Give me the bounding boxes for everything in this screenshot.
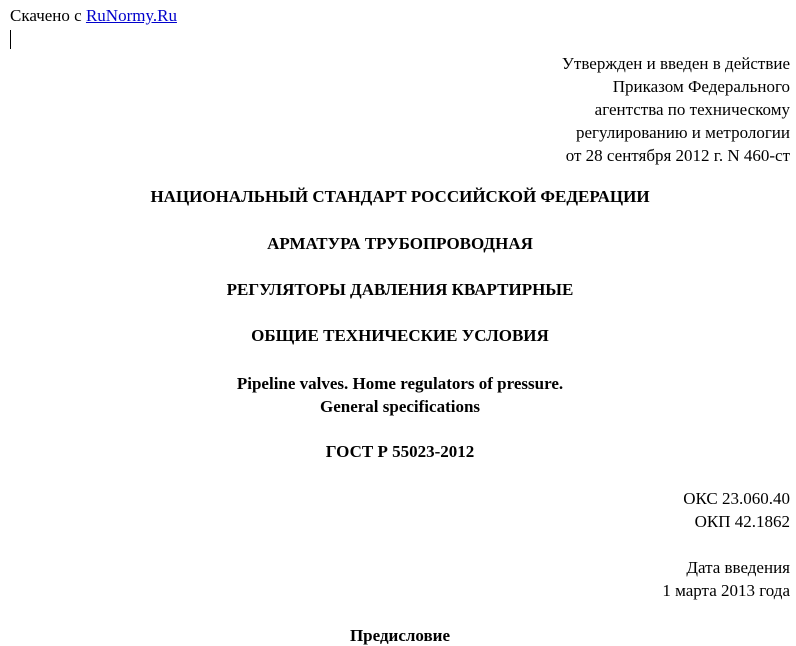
conditions-heading: ОБЩИЕ ТЕХНИЧЕСКИЕ УСЛОВИЯ — [251, 326, 549, 345]
download-source-line — [10, 6, 177, 26]
approval-line: Приказом Федерального — [612, 77, 790, 96]
approval-line: регулированию и метрологии — [575, 123, 790, 142]
approval-line: от 28 сентября 2012 г. N 460-ст — [565, 146, 790, 165]
text-cursor — [10, 30, 11, 49]
introduction-date-block — [662, 556, 790, 602]
approval-line: агентства по техническому — [594, 100, 790, 119]
english-title-line: Pipeline valves. Home regulators of pressure. — [236, 374, 564, 393]
subtitle-heading: РЕГУЛЯТОРЫ ДАВЛЕНИЯ КВАРТИРНЫЕ — [226, 280, 574, 299]
introduction-date: 1 марта 2013 года — [662, 581, 790, 600]
approval-line: Утвержден и введен в действие — [561, 54, 790, 73]
preface-heading: Предисловие — [349, 626, 451, 645]
introduction-label: Дата введения — [686, 558, 790, 577]
oks-code: ОКС 23.060.40 — [683, 489, 790, 508]
approval-block — [562, 52, 790, 167]
subject-heading: АРМАТУРА ТРУБОПРОВОДНАЯ — [267, 234, 533, 253]
standard-heading: НАЦИОНАЛЬНЫЙ СТАНДАРТ РОССИЙСКОЙ ФЕДЕРАЦИИ — [150, 187, 650, 206]
english-title-line: General specifications — [319, 397, 481, 416]
source-link[interactable]: RuNormy.Ru — [85, 6, 177, 25]
classification-block — [683, 487, 790, 533]
okp-code: ОКП 42.1862 — [694, 512, 790, 531]
gost-code: ГОСТ Р 55023-2012 — [325, 442, 475, 461]
download-prefix: Скачено с — [10, 6, 86, 25]
english-title — [0, 372, 796, 418]
